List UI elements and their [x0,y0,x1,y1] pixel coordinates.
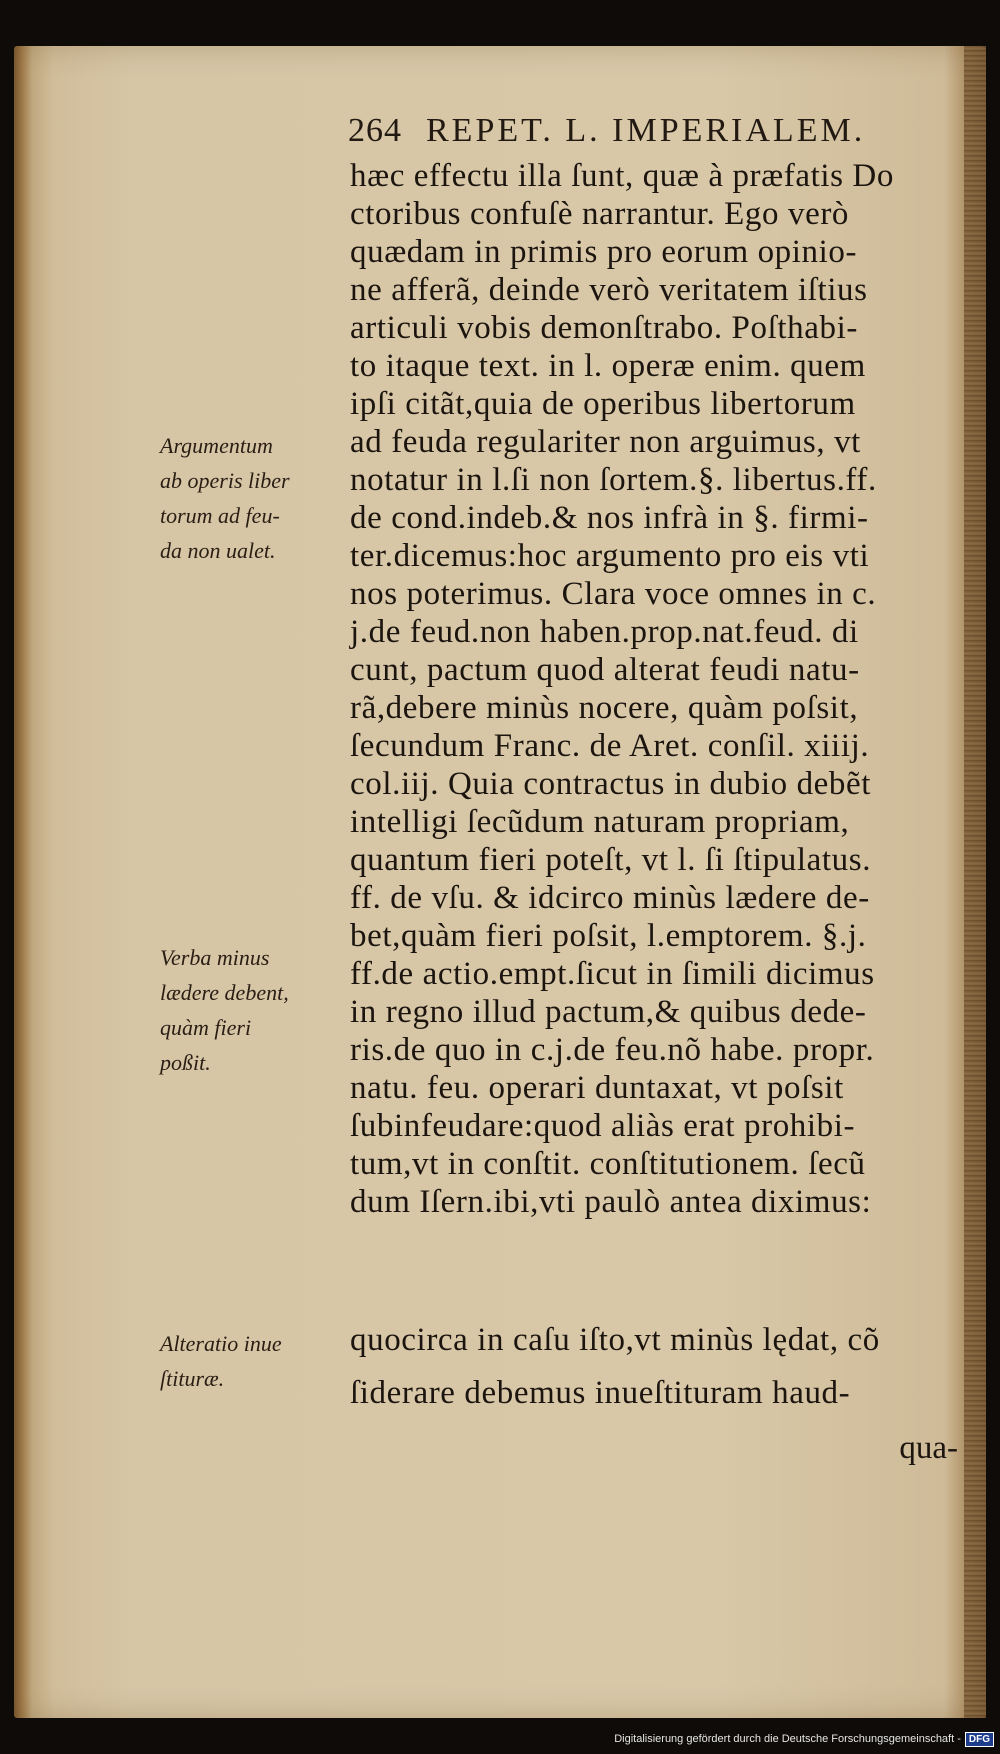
page-edge [964,46,986,1718]
marginal-line: Verba minus [160,945,270,970]
catchword: qua- [899,1430,958,1466]
marginal-line: torum ad feu- [160,503,280,528]
marginal-line: ſtituræ. [160,1366,225,1391]
credit-text: Digitalisierung gefördert durch die Deutsche Forschungsgemeinschaft - [614,1733,961,1745]
marginal-line: poßit. [160,1050,211,1075]
body-line: hæc effectu illa ſunt, quæ à præfatis Do [350,158,894,194]
marginal-line: lædere debent, [160,980,289,1005]
marginal-note [160,1326,340,1396]
dfg-logo: DFG [965,1732,994,1747]
body-line: de cond.indeb.& nos infrà in §. firmi- [350,500,869,536]
body-line: in regno illud pactum,& quibus dede- [350,994,867,1030]
body-line: ſiderare debemus inueſtituram haud- [350,1375,851,1411]
body-line: quocirca in caſu iſto,vt minùs lędat, cõ [350,1322,880,1358]
body-line: to itaque text. in l. operæ enim. quem [350,348,866,384]
digitization-credit [614,1728,994,1750]
body-line: notatur in l.ſi non ſortem.§. libertus.ff. [350,462,877,498]
body-line: natu. feu. operari duntaxat, vt poſsit [350,1070,844,1106]
marginal-note [160,940,340,1080]
body-line: articuli vobis demonſtrabo. Poſthabi- [350,310,858,346]
body-line: ipſi citãt,quia de operibus libertorum [350,386,856,422]
body-line: cunt, pactum quod alterat feudi natu- [350,652,860,688]
body-line: j.de feud.non haben.prop.nat.feud. di [350,614,859,650]
body-line: rã,debere minùs nocere, quàm poſsit, [350,690,859,726]
body-line: bet,quàm fieri poſsit, l.emptorem. §.j. [350,918,867,954]
body-line: ad feuda regulariter non arguimus, vt [350,424,861,460]
body-line: quædam in primis pro eorum opinio- [350,234,858,270]
body-line: ff.de actio.empt.ſicut in ſimili dicimus [350,956,875,992]
body-line: nos poterimus. Clara voce omnes in c. [350,576,877,612]
body-line: quantum fieri poteſt, vt l. ſi ſtipulatus. [350,842,872,878]
body-line: tum,vt in conſtit. conſtitutionem. ſecũ [350,1146,866,1182]
body-line: ter.dicemus:hoc argumento pro eis vti [350,538,870,574]
marginal-line: da non ualet. [160,538,276,563]
marginal-line: Argumentum [160,433,273,458]
marginal-line: ab operis liber [160,468,290,493]
running-head [348,112,865,150]
marginal-note [160,428,340,568]
body-line: ff. de vſu. & idcirco minùs lædere de- [350,880,870,916]
body-line: ſecundum Franc. de Aret. conſil. xiiij. [350,728,870,764]
body-line: ne afferã, deinde verò veritatem iſtius [350,272,868,308]
body-line: ris.de quo in c.j.de feu.nõ habe. propr. [350,1032,875,1068]
marginal-line: Alteratio inue [160,1331,282,1356]
body-line: col.iij. Quia contractus in dubio debẽt [350,766,872,802]
body-line: dum Iſern.ibi,vti paulò antea diximus: [350,1184,872,1220]
body-line: intelligi ſecũdum naturam propriam, [350,804,850,840]
page-number: 264 [348,112,402,149]
body-line: ſubinfeudare:quod aliàs erat prohibi- [350,1108,856,1144]
body-line: ctoribus confuſè narrantur. Ego verò [350,196,850,232]
running-head-title: REPET. L. IMPERIALEM. [426,112,866,149]
marginal-line: quàm fieri [160,1015,252,1040]
